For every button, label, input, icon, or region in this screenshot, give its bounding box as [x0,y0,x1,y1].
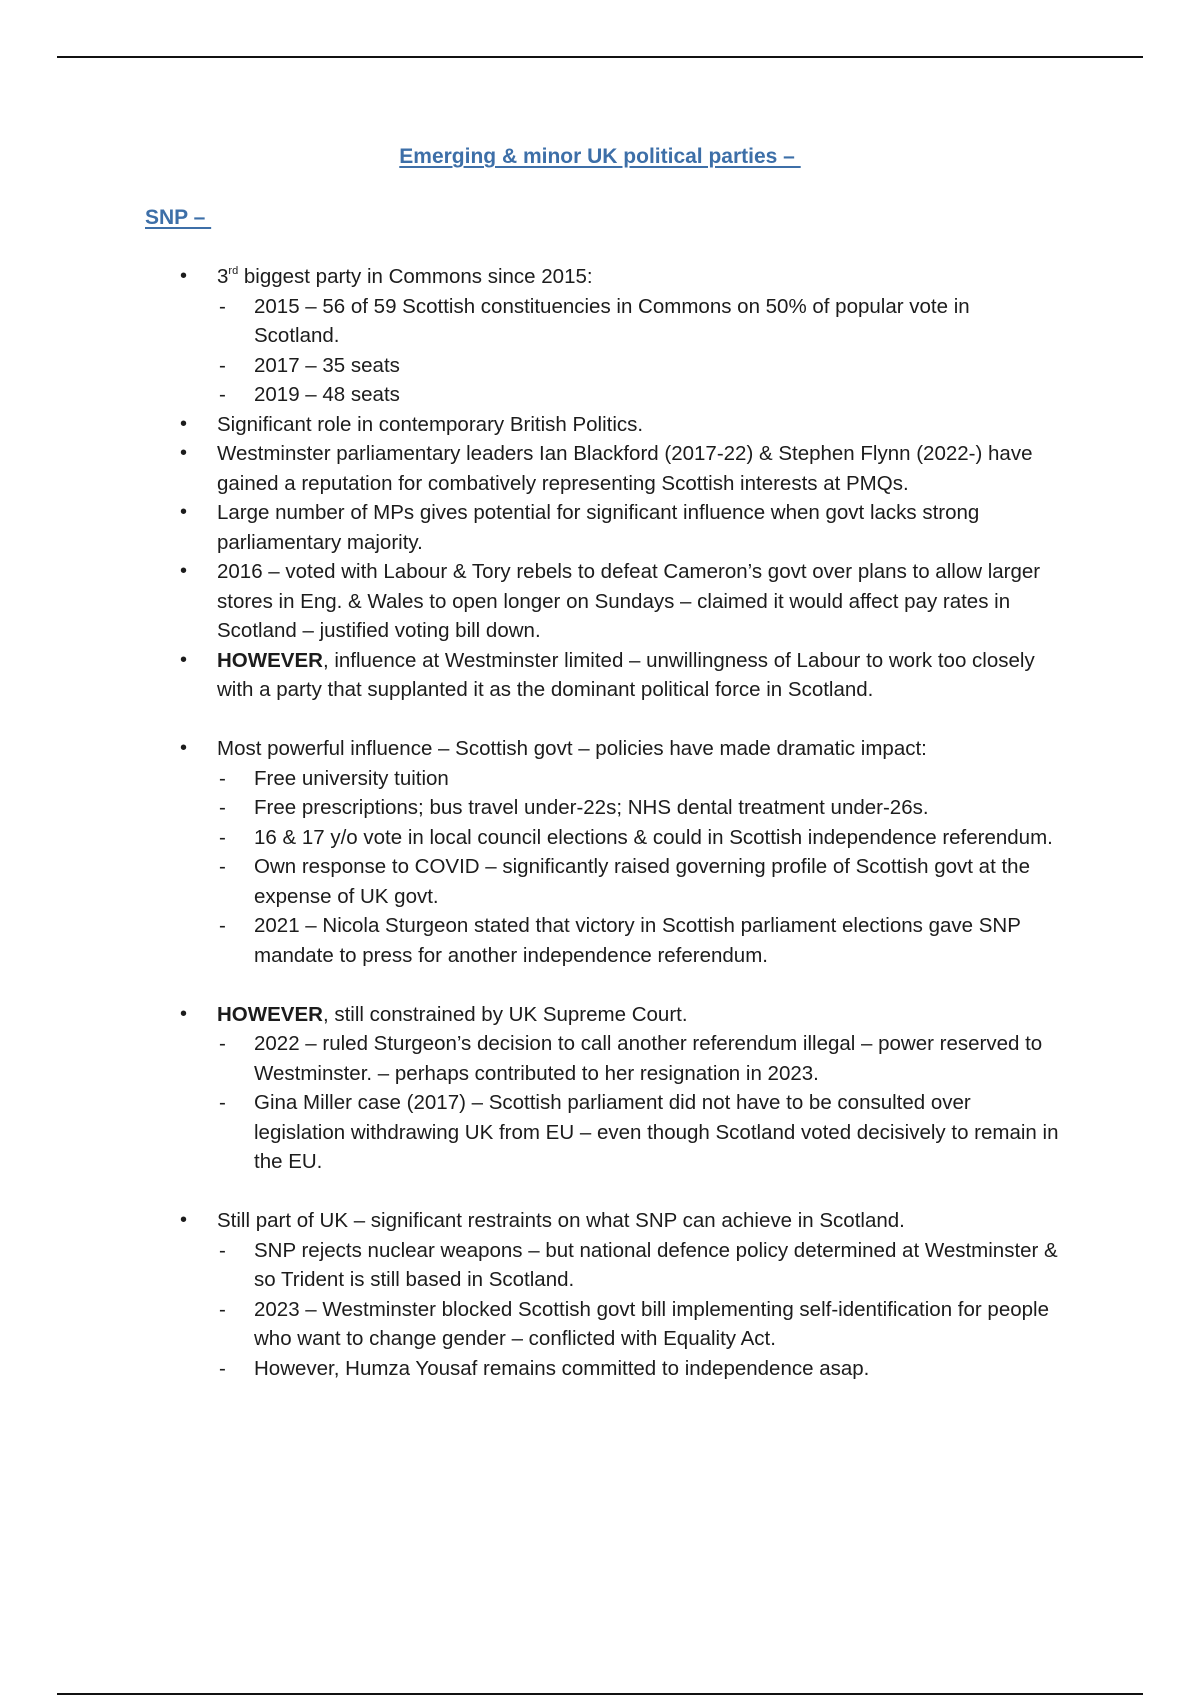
bullet-text-number: 3 [217,265,229,288]
sub-item: - 2021 – Nicola Sturgeon stated that victory in Scottish parliament elections gave SNP mandate to press for another independence referendum. [0,911,1200,970]
document-body [0,262,1200,1383]
spacer [0,705,1200,735]
footer-rule [57,1693,1143,1695]
bullet-text: biggest party in Commons since 2015: [238,265,593,288]
sub-item: - Free prescriptions; bus travel under-22s; NHS dental treatment under-26s. [0,793,1200,823]
bullet-item: • Still part of UK – significant restraints on what SNP can achieve in Scotland. [0,1206,1200,1236]
bullet-item: • Large number of MPs gives potential for significant influence when govt lacks strong parliamentary majority. [0,498,1200,557]
sub-item: - 2019 – 48 seats [0,380,1200,410]
sub-item: - 2017 – 35 seats [0,351,1200,381]
sub-item: - However, Humza Yousaf remains committed to independence asap. [0,1354,1200,1384]
sub-item: - 16 & 17 y/o vote in local council elections & could in Scottish independence referendum. [0,823,1200,853]
bullet-item: • Westminster parliamentary leaders Ian Blackford (2017-22) & Stephen Flynn (2022-) have gained a reputation for combatively representing Scottish interests at PMQs. [0,439,1200,498]
sub-item: - 2023 – Westminster blocked Scottish govt bill implementing self-identification for people who want to change gender – conflicted with Equality Act. [0,1295,1200,1354]
bullet-item [0,646,1200,705]
bullet-item: • Most powerful influence – Scottish govt – policies have made dramatic impact: [0,734,1200,764]
sub-item: - 2022 – ruled Sturgeon’s decision to call another referendum illegal – power reserved to Westminster. – perhaps contributed to her resignation in 2023. [0,1029,1200,1088]
sub-item: - Free university tuition [0,764,1200,794]
emphasis-however: HOWEVER [217,648,323,672]
sub-item: - SNP rejects nuclear weapons – but national defence policy determined at Westminster & so Trident is still based in Scotland. [0,1236,1200,1295]
spacer [0,1177,1200,1207]
spacer [0,970,1200,1000]
bullet-text: , still constrained by UK Supreme Court. [322,1002,688,1026]
sub-item: - Own response to COVID – significantly raised governing profile of Scottish govt at the expense of UK govt. [0,852,1200,911]
emphasis-however: HOWEVER [217,1002,323,1026]
bullet-item [0,1000,1200,1030]
bullet-text-superscript: rd [228,265,239,277]
sub-item: - Gina Miller case (2017) – Scottish parliament did not have to be consulted over legislation withdrawing UK from EU – even though Scotland voted decisively to remain in the EU. [0,1088,1200,1177]
header-rule [57,56,1143,58]
bullet-item: • Significant role in contemporary British Politics. [0,410,1200,440]
bullet-item: • 2016 – voted with Labour & Tory rebels to defeat Cameron’s govt over plans to allow larger stores in Eng. & Wales to open longer on Sundays – claimed it would affect pay rates in Scotland – justified voting bill down. [0,557,1200,646]
bullet-item [0,262,1200,292]
bullet-text: , influence at Westminster limited – unwillingness of Labour to work too closely with a party that supplanted it as the dominant political force in Scotland. [217,648,1035,701]
document-title: Emerging & minor UK political parties – [399,145,801,168]
sub-item: - 2015 – 56 of 59 Scottish constituencies in Commons on 50% of popular vote in Scotland. [0,292,1200,351]
section-heading-snp: SNP – [145,206,212,229]
